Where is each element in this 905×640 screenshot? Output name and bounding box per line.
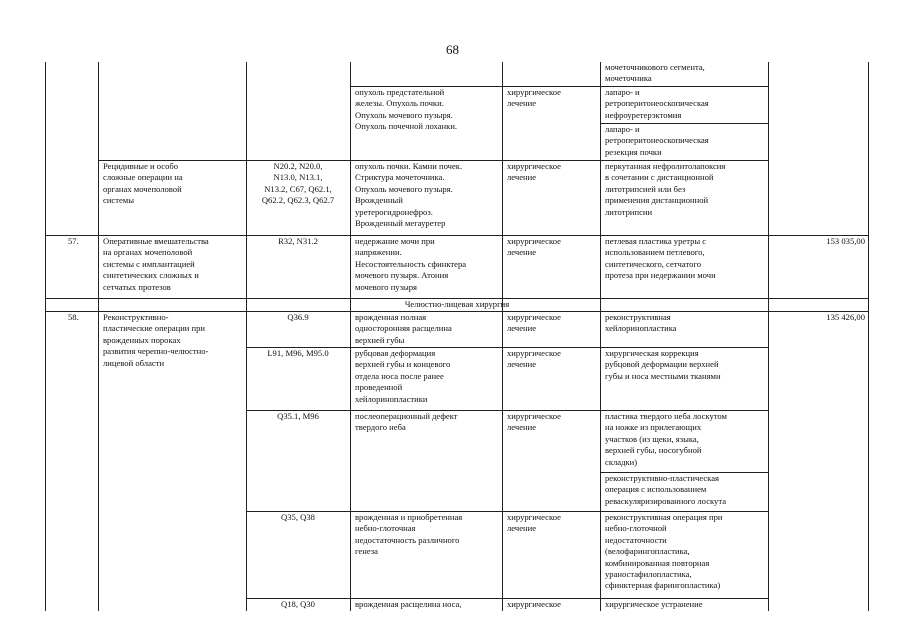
- treatment-type-cell: хирургическое лечение: [507, 312, 561, 334]
- icd-codes-cell: L91, M96, M95.0: [267, 348, 329, 358]
- service-name-cell: Реконструктивно- пластические операции при врожденных пороках развития черепно-челюстно- лицевой области: [103, 312, 209, 368]
- treatment-type-cell: хирургическое лечение: [507, 411, 561, 433]
- model-cell: опухоль почки. Камни почек. Стриктура мочеточника. Опухоль мочевого пузыря. Врожденный уретерогидронефроз. Врожденный мегауретер: [355, 161, 463, 229]
- method-cell: реконструктивно-пластическая операция с использованием реваскуляризированного лоскута: [605, 473, 727, 506]
- model-cell: врожденная и приобретенная небно-глоточная недостаточность различного генеза: [355, 512, 463, 557]
- icd-codes-cell: Q35, Q38: [281, 512, 315, 522]
- page-number: 68: [446, 42, 459, 57]
- cost-cell: 153 035,00: [826, 236, 865, 246]
- model-cell: недержание мочи при напряжении. Несостоятельность сфинктера мочевого пузыря. Атония мочевого пузыря: [355, 236, 467, 292]
- treatment-type-cell: хирургическое лечение: [507, 348, 561, 370]
- method-cell: лапаро- и ретроперитонеоскопическая нефроуретерэктомия: [605, 87, 709, 120]
- model-cell: рубцовая деформация верхней губы и концевого отдела носа после ранее проведенной хейлоринопластики: [355, 348, 451, 404]
- treatment-type-cell: хирургическое лечение: [507, 236, 561, 258]
- icd-codes-cell: Q18, Q30: [281, 599, 315, 609]
- section-title: Челюстно-лицевая хирургия: [404, 299, 510, 309]
- method-cell: хирургическое устранение: [605, 599, 703, 609]
- service-name-cell: Рецидивные и особо сложные операции на органах мочеполовой системы: [103, 161, 183, 206]
- method-cell: хирургическая коррекция рубцовой деформации верхней губы и носа местными тканями: [605, 348, 721, 381]
- model-cell: послеоперационный дефект твердого неба: [355, 411, 458, 433]
- method-cell: реконструктивная операция при небно-глоточной недостаточности (велофарингопластика, комбинированная повторная ураностафилопластика, сфинктерная фарингопластика): [605, 512, 723, 591]
- method-cell: мочеточникового сегмента, мочеточника: [605, 62, 705, 84]
- row-number: 57.: [68, 236, 79, 246]
- method-cell: петлевая пластика уретры с использованием петлевого, синтетического, сетчатого протеза при недержании мочи: [605, 236, 716, 281]
- model-cell: врожденная полная односторонняя расщелина верхней губы: [355, 312, 452, 345]
- icd-codes-cell: Q35.1, M96: [277, 411, 319, 421]
- model-cell: опухоль предстательной железы. Опухоль почки. Опухоль мочевого пузыря. Опухоль почечной лоханки.: [355, 87, 458, 132]
- service-name-cell: Оперативные вмешательства на органах мочеполовой системы с имплантацией синтетических сложных и сетчатых протезов: [103, 236, 209, 292]
- icd-codes-cell: Q36.9: [287, 312, 309, 322]
- method-cell: лапаро- и ретроперитонеоскопическая резекция почки: [605, 124, 709, 157]
- treatment-type-cell: хирургическое: [507, 599, 561, 609]
- icd-codes-cell: R32, N31.2: [278, 236, 318, 246]
- cost-cell: 135 426,00: [826, 312, 865, 322]
- icd-codes-cell: N20.2, N20.0, N13.0, N13.1, N13.2, C67, Q62.1, Q62.2, Q62.3, Q62.7: [261, 161, 335, 206]
- row-number: 58.: [68, 312, 79, 322]
- method-cell: перкутанная нефролитолапоксия в сочетании с дистанционной литотрипсией или без применения дистанционной литотрипсии: [605, 161, 726, 217]
- treatment-type-cell: хирургическое лечение: [507, 161, 561, 183]
- treatment-type-cell: хирургическое лечение: [507, 512, 561, 534]
- model-cell: врожденная расщелина носа,: [355, 599, 462, 609]
- treatment-type-cell: хирургическое лечение: [507, 87, 561, 109]
- method-cell: реконструктивная хейлоринопластика: [605, 312, 677, 334]
- method-cell: пластика твердого неба лоскутом на ножке из прилегающих участков (из щеки, языка, верхней губы, носогубной складки): [605, 411, 727, 467]
